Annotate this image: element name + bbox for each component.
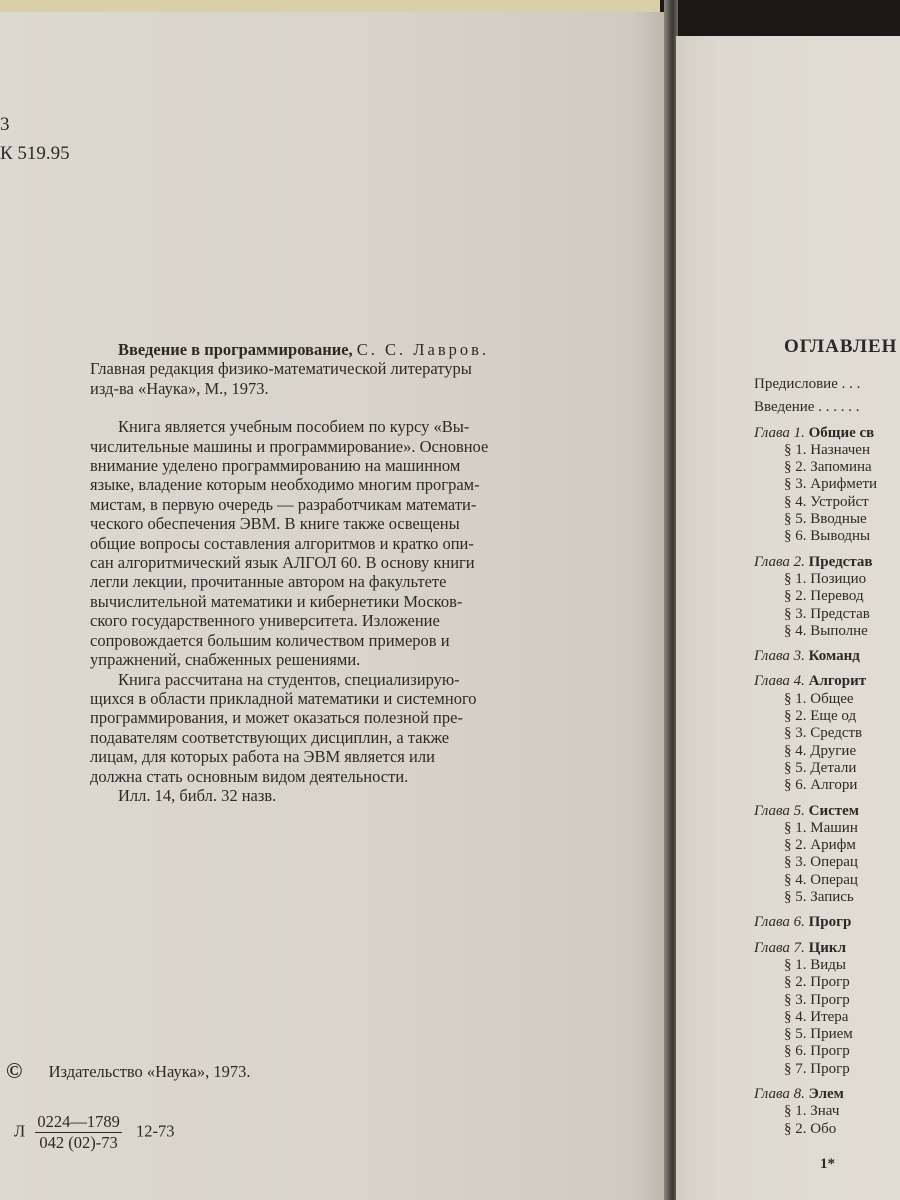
toc-section: § 3. Арифмети (784, 476, 878, 493)
toc-section: § 3. Операц (784, 854, 858, 871)
toc-section: § 6. Выводны (784, 528, 871, 545)
toc-section: § 2. Обо (784, 1120, 837, 1137)
abstract-line: сопровождается большим количеством примеров и (90, 630, 450, 650)
classification-index: 3 (0, 114, 10, 135)
toc-section: § 5. Детали (784, 759, 857, 776)
toc-chapter: Глава 2. Представ (754, 553, 873, 570)
toc-section: § 4. Другие (784, 742, 857, 759)
udc-code: К 519.95 (0, 143, 70, 164)
toc-section: § 7. Прогр (784, 1060, 850, 1077)
toc-section: § 3. Средств (784, 725, 863, 742)
toc-chapter: Глава 7. Цикл (754, 939, 846, 956)
abstract-line: Книга рассчитана на студентов, специализирую- (118, 669, 460, 689)
right-page (676, 36, 900, 1200)
toc-chapter: Глава 3. Команд (754, 648, 860, 665)
code-fraction (35, 1112, 122, 1153)
abstract-line: числительные машины и программирование». Основное (90, 436, 489, 456)
toc-section: § 2. Перевод (784, 588, 864, 605)
copyright-line (6, 1058, 251, 1084)
toc-chapter: Глава 6. Прогр (754, 914, 852, 931)
abstract-line: щихся в области прикладной математики и системного (90, 688, 477, 708)
abstract-line: программирования, и может оказаться полезной пре- (90, 708, 463, 728)
toc-title: ОГЛАВЛЕН (784, 336, 898, 357)
abstract-line: языке, владение которым необходимо многим програм- (90, 475, 480, 495)
abstract-line: легли лекции, прочитанные автором на факультете (90, 572, 447, 592)
abstract-line: подавателям соответствующих дисциплин, а также (90, 727, 450, 747)
toc-section: § 6. Алгори (784, 777, 858, 794)
toc-section: § 4. Устройст (784, 493, 869, 510)
bibliographic-line-1 (90, 340, 540, 359)
toc-chapter: Глава 8. Элем (754, 1085, 844, 1102)
code-numerator: 0224—1789 (37, 1112, 120, 1131)
abstract-line: общие вопросы составления алгоритмов и кратко опи- (90, 533, 474, 553)
abstract-paragraph-2 (90, 670, 540, 786)
toc-front-matter: Предисловие . . . (754, 376, 861, 392)
abstract-line: сан алгоритмический язык АЛГОЛ 60. В основу книги (90, 553, 475, 573)
toc-section: § 4. Итера (784, 1008, 849, 1025)
toc-section: § 4. Операц (784, 871, 858, 888)
toc-section: § 1. Знач (784, 1103, 840, 1120)
toc-chapter: Глава 5. Систем (754, 802, 860, 819)
toc-section: § 1. Общее (784, 690, 854, 707)
toc-chapter: Глава 1. Общие св (754, 424, 875, 441)
code-denominator: 042 (02)-73 (39, 1133, 118, 1152)
left-page (0, 12, 664, 1200)
toc-section: § 1. Машин (784, 819, 858, 836)
toc-front-matter: Введение . . . . . . (754, 399, 860, 416)
toc-section: § 5. Прием (784, 1026, 853, 1043)
toc-section: § 2. Прогр (784, 974, 850, 991)
toc-section: § 1. Виды (784, 956, 846, 973)
abstract-line: ческого обеспечения ЭВМ. В книге также освещены (90, 514, 460, 534)
bibliographic-line-3: изд-ва «Наука», М., 1973. (90, 378, 269, 398)
table-of-contents (754, 376, 877, 1138)
abstract-line: должна стать основным видом деятельности. (90, 766, 409, 786)
toc-section: § 2. Арифм (784, 837, 856, 854)
toc-section: § 1. Назначен (784, 441, 870, 458)
abstract-line: лицам, для которых работа на ЭВМ является или (90, 747, 435, 767)
toc-chapter: Глава 4. Алгорит (754, 673, 867, 690)
abstract-line: вычислительной математики и кибернетики Москов- (90, 591, 463, 611)
toc-section: § 3. Прогр (784, 991, 850, 1008)
toc-section: § 1. Позицио (784, 570, 867, 587)
toc-section: § 3. Представ (784, 605, 870, 622)
copyright-text: Издательство «Наука», 1973. (48, 1062, 251, 1081)
abstract-line: ского государственного университета. Изложение (90, 611, 440, 631)
abstract-line: упражнений, снабженных решениями. (90, 650, 361, 670)
toc-section: § 5. Запись (784, 889, 854, 906)
illustrations-note: Илл. 14, библ. 32 назв. (118, 785, 277, 805)
book-title: Введение в программирование, (118, 340, 353, 359)
toc-section: § 5. Вводные (784, 511, 867, 528)
abstract-line: внимание уделено программированию на машинном (90, 456, 461, 476)
page-signature: 1* (820, 1156, 835, 1172)
abstract-line: мистам, в первую очередь — разработчикам математи- (90, 494, 477, 514)
toc-section: § 6. Прогр (784, 1043, 850, 1060)
abstract-line: Книга является учебным пособием по курсу «Вы- (118, 417, 470, 437)
code-suffix: 12-73 (135, 1121, 175, 1141)
copyright-symbol: © (6, 1058, 23, 1083)
publication-code (14, 1112, 174, 1153)
bibliographic-line-2: Главная редакция физико-математической литературы (90, 359, 472, 379)
toc-section: § 2. Запомина (784, 459, 872, 476)
toc-section: § 2. Еще од (784, 708, 857, 725)
toc-section: § 4. Выполне (784, 622, 868, 639)
code-prefix: Л (14, 1121, 26, 1141)
annotation-block (90, 340, 540, 805)
book-author: С. С. Лавров. (356, 340, 490, 359)
abstract-paragraph-1 (90, 417, 540, 669)
